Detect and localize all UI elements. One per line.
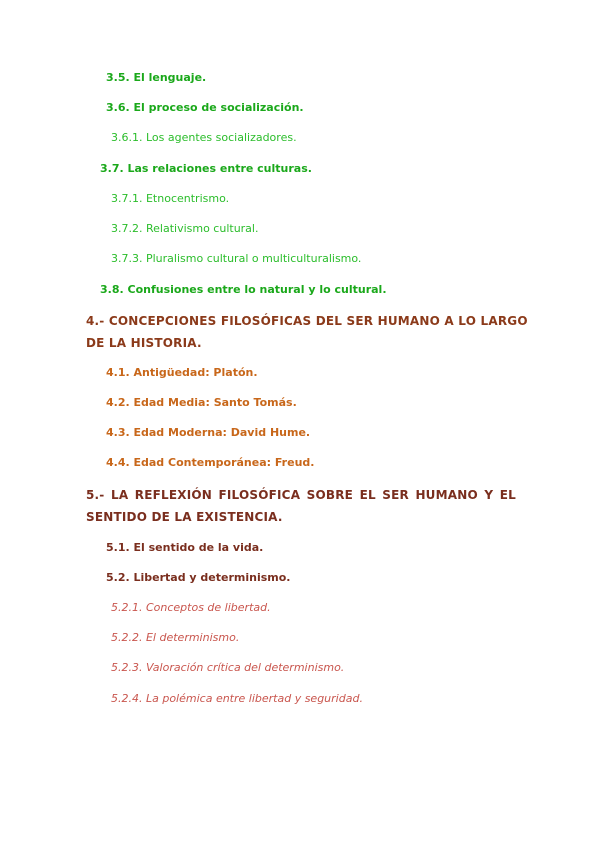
toc-item-5-2-4: 5.2.4. La polémica entre libertad y seguridad. (111, 692, 363, 705)
section-4-heading-line-2: DE LA HISTORIA. (86, 336, 202, 350)
toc-item-4-1: 4.1. Antigüedad: Platón. (106, 366, 258, 379)
toc-item-4-2: 4.2. Edad Media: Santo Tomás. (106, 396, 297, 409)
toc-item-3-7: 3.7. Las relaciones entre culturas. (100, 162, 312, 175)
section-4-heading-line-1: 4.- CONCEPCIONES FILOSÓFICAS DEL SER HUMANO A LO LARGO (86, 314, 528, 328)
toc-item-3-7-2: 3.7.2. Relativismo cultural. (111, 222, 259, 235)
section-5-heading-line-1: 5.- LA REFLEXIÓN FILOSÓFICA SOBRE EL SER HUMANO Y EL (86, 488, 516, 502)
toc-item-5-2: 5.2. Libertad y determinismo. (106, 571, 291, 584)
toc-item-3-7-3: 3.7.3. Pluralismo cultural o multiculturalismo. (111, 252, 362, 265)
toc-item-4-4: 4.4. Edad Contemporánea: Freud. (106, 456, 315, 469)
toc-item-3-6: 3.6. El proceso de socialización. (106, 101, 304, 114)
section-4-heading (86, 310, 528, 354)
toc-item-5-2-1: 5.2.1. Conceptos de libertad. (111, 601, 271, 614)
toc-item-5-2-2: 5.2.2. El determinismo. (111, 631, 240, 644)
toc-item-3-5: 3.5. El lenguaje. (106, 71, 207, 84)
toc-item-3-8: 3.8. Confusiones entre lo natural y lo cultural. (100, 283, 387, 296)
toc-item-4-3: 4.3. Edad Moderna: David Hume. (106, 426, 311, 439)
toc-item-5-1: 5.1. El sentido de la vida. (106, 541, 264, 554)
toc-item-3-7-1: 3.7.1. Etnocentrismo. (111, 192, 230, 205)
toc-item-5-2-3: 5.2.3. Valoración crítica del determinismo. (111, 661, 345, 674)
section-5-heading (86, 484, 516, 528)
section-5-heading-line-2: SENTIDO DE LA EXISTENCIA. (86, 510, 283, 524)
toc-item-3-6-1: 3.6.1. Los agentes socializadores. (111, 131, 297, 144)
